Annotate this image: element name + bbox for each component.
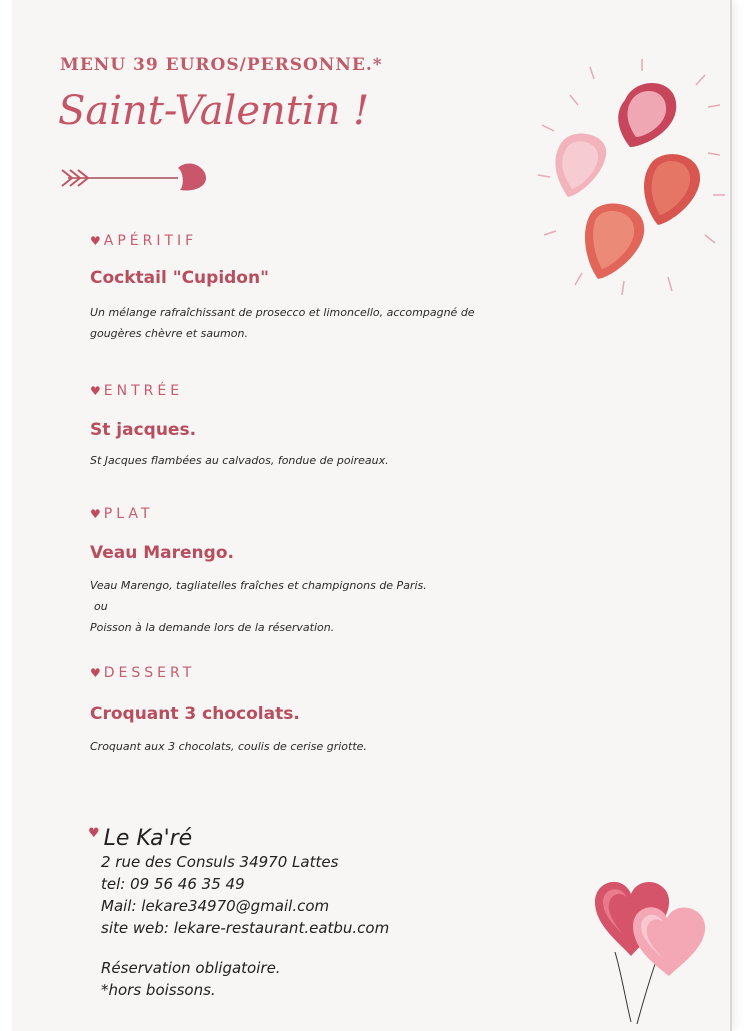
- dish-title-plat: Veau Marengo.: [90, 543, 234, 563]
- restaurant-info: [88, 826, 389, 1001]
- dish-title-dessert: Croquant 3 chocolats.: [90, 704, 300, 724]
- section-label-aperitif: ♥ APÉRITIF: [90, 233, 198, 249]
- heart-balloons-icon: [585, 872, 725, 1027]
- heart-icon: ♥: [90, 234, 101, 248]
- heart-cluster-icon: [530, 55, 730, 305]
- restaurant-name: Le Ka'ré: [103, 826, 193, 851]
- reservation-note: Réservation obligatoire.: [101, 959, 281, 977]
- dish-description-entree: St Jacques flambées au calvados, fondue de poireaux.: [90, 454, 389, 467]
- heart-icon: ♥: [88, 826, 100, 841]
- arrow-heart-icon: [60, 160, 210, 196]
- dish-title-aperitif: Cocktail "Cupidon": [90, 268, 269, 288]
- dish-title-entree: St jacques.: [90, 420, 197, 440]
- section-label-entree: ♥ ENTRÉE: [90, 383, 184, 399]
- restaurant-name-row: [88, 826, 389, 851]
- dish-description-aperitif: Un mélange rafraîchissant de prosecco et limoncello, accompagné de gougères chèvre et saumon.: [90, 306, 475, 340]
- menu-title: Saint-Valentin !: [58, 88, 370, 134]
- heart-icon: ♥: [90, 666, 101, 680]
- heart-icon: ♥: [90, 384, 101, 398]
- address: 2 rue des Consuls 34970 Lattes: [101, 853, 339, 871]
- drinks-note: *hors boissons.: [101, 981, 216, 999]
- page-edge: [730, 0, 732, 1031]
- section-label-dessert: ♥ DESSERT: [90, 665, 196, 681]
- section-label-plat: ♥ PLAT: [90, 506, 154, 522]
- website: site web: lekare-restaurant.eatbu.com: [101, 919, 390, 937]
- dish-description-plat: Veau Marengo, tagliatelles fraîches et champignons de Paris. ou Poisson à la demande lors de la réservation.: [90, 579, 427, 634]
- email: Mail: lekare34970@gmail.com: [101, 897, 330, 915]
- dish-description-dessert: Croquant aux 3 chocolats, coulis de cerise griotte.: [90, 740, 367, 753]
- price-line: MENU 39 EUROS/PERSONNE.*: [60, 55, 383, 75]
- phone: tel: 09 56 46 35 49: [101, 875, 245, 893]
- heart-icon: ♥: [90, 507, 101, 521]
